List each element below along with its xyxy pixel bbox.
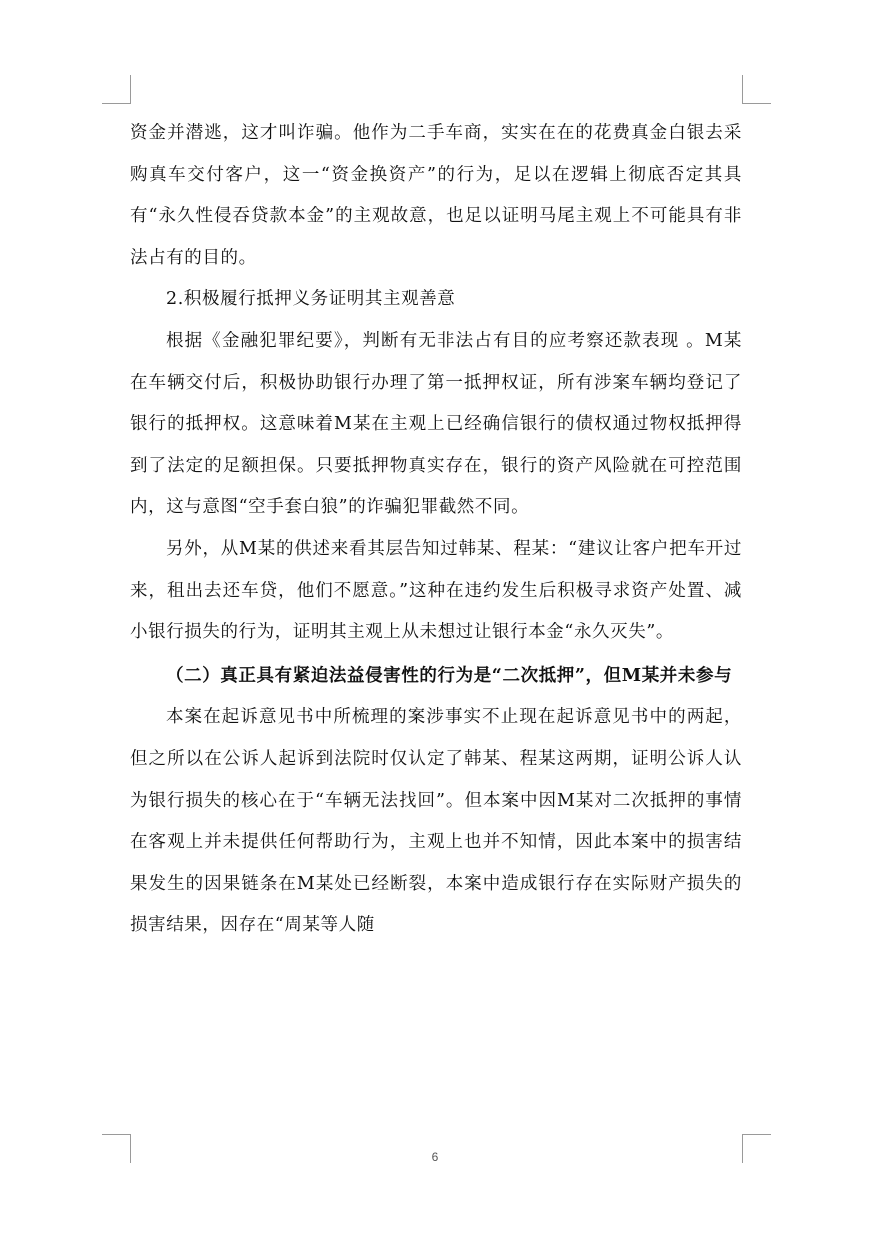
document-body bbox=[130, 113, 742, 947]
paragraph-causal-chain: 本案在起诉意见书中所梳理的案涉事实不止现在起诉意见书中的两起，但之所以在公诉人起诉到法院时仅认定了韩某、程某这两期，证明公诉人认为银行损失的核心在于“车辆无法找回”。但本案中因M某对二次抵押的事情在客观上并未提供任何帮助行为，主观上也并不知情，因此本案中的损害结果发生的因果链条在M某处已经断裂，本案中造成银行存在实际财产损失的损害结果，因存在“周某等人随 bbox=[130, 707, 742, 936]
page-number: 6 bbox=[431, 1150, 439, 1164]
paragraph-mortgage-duty: 根据《金融犯罪纪要》，判断有无非法占有目的应考察还款表现 。M某在车辆交付后，积极协助银行办理了第一抵押权证，所有涉案车辆均登记了银行的抵押权。这意味着M某在主观上已经确信银行的债权通过物权抵押得到了法定的足额担保。只要抵押物真实存在，银行的资产风险就在可控范围内，这与意图“空手套白狼”的诈骗犯罪截然不同。 bbox=[130, 330, 742, 518]
crop-mark-top-left bbox=[102, 75, 131, 104]
subheading-good-faith: 2.积极履行抵押义务证明其主观善意 bbox=[166, 289, 456, 310]
section-heading-second-mortgage: （二）真正具有紧迫法益侵害性的行为是“二次抵押”，但M某并未参与 bbox=[166, 665, 733, 686]
crop-mark-top-right bbox=[742, 75, 771, 104]
paragraph-confession: 另外，从M某的供述来看其层告知过韩某、程某：“建议让客户把车开过来，租出去还车贷，他们不愿意。”这种在违约发生后积极寻求资产处置、减小银行损失的行为，证明其主观上从未想过让银行本金“永久灭失”。 bbox=[130, 538, 742, 643]
paragraph-continuation: 资金并潜逃，这才叫诈骗。他作为二手车商，实实在在的花费真金白银去采购真车交付客户，这一“资金换资产”的行为，足以在逻辑上彻底否定其具有“永久性侵吞贷款本金”的主观故意，也足以证明马尾主观上不可能具有非法占有的目的。 bbox=[130, 123, 742, 268]
